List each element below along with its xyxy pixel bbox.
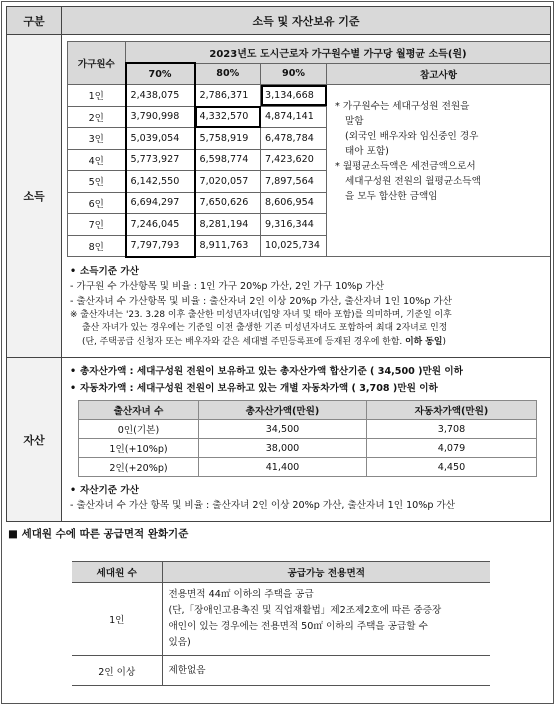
income-80: 2,786,371 [195,85,261,107]
income-criteria-title: 소득기준 가산 [80,265,139,277]
area-rule-line: 있음) [168,637,191,648]
asset-category-label: 자산 [7,358,62,522]
household-size: 3인 [68,128,126,150]
income-80: 7,020,057 [195,171,261,193]
note-line: * 월평균소득액은 세전금액으로서 [335,161,476,172]
income-col-90: 90% [261,63,327,85]
area-rule-line: 애인이 있는 경우에는 전용면적 50㎡ 이하의 주택을 공급할 수 [168,621,428,632]
income-70: 7,246,045 [126,214,195,236]
income-90: 4,874,141 [261,106,327,128]
asset-total-text: 세대구성원 전원이 보유하고 있는 총자산가액 합산기준 ( 34,500 )만원 이하 [136,366,463,377]
income-90: 8,606,954 [261,192,327,214]
table-row [68,85,551,107]
income-criteria-line: - 가구원 수 가산항목 및 비율 : 1인 가구 20%p 가산, 2인 가구 10%p 가산 [70,280,385,292]
income-80: 8,911,763 [195,235,261,257]
income-table [67,41,551,258]
asset-col-total: 총자산가액(만원) [199,401,367,420]
note-line: * 가구원수는 세대구성원 전원을 [335,101,470,112]
household-count: 2인 이상 [72,656,162,686]
income-80: 6,598,774 [195,149,261,171]
income-90: 6,478,784 [261,128,327,150]
income-80: 4,332,570 [195,106,261,128]
footnote-emphasis: 이하 동일 [405,336,443,347]
note-line: 태아 포함) [345,146,389,157]
car-value: 4,079 [367,439,537,458]
bullet-icon: • [70,383,77,394]
table-row [72,583,490,656]
area-rule-line: (단,「장애인고용촉진 및 직업재활법」제2조제2호에 따른 중증장 [168,605,442,616]
children-count: 2인(+20%p) [79,458,199,477]
household-size: 4인 [68,149,126,171]
income-col-80: 80% [195,63,261,85]
income-table-title: 2023년도 도시근로자 가구원수별 가구당 월평균 소득(원) [126,42,551,64]
children-count: 0인(기본) [79,420,199,439]
asset-total-label: 총자산가액 : [80,366,134,377]
income-90: 9,316,344 [261,214,327,236]
income-70: 5,773,927 [126,149,195,171]
income-80: 8,281,194 [195,214,261,236]
footnote-text: (단, 주택공급 신청자 또는 배우자와 같은 세대별 주민등록표에 등재된 경우에 한함. [82,336,406,347]
income-80: 5,758,919 [195,128,261,150]
table-row [79,458,537,477]
total-asset-value: 38,000 [199,439,367,458]
note-line: (외국인 배우자와 임신중인 경우 [345,131,479,142]
area-rule: 제한없음 [162,656,490,686]
income-70: 3,790,998 [126,106,195,128]
supply-area-table [72,561,490,686]
income-70: 2,438,075 [126,85,195,107]
asset-criteria [62,479,550,521]
note-line: 을 모두 합산한 금액임 [345,191,438,202]
income-footnote: 출산 자녀가 있는 경우에는 기준일 이전 출생한 기존 미성년자녀도 포함하여 최대 2자녀로 인정 [82,323,448,333]
income-90: 10,025,734 [261,235,327,257]
income-90: 3,134,668 [261,85,327,107]
income-section [62,35,551,358]
header-title: 소득 및 자산보유 기준 [62,7,551,35]
household-size: 8인 [68,235,126,257]
income-col-70: 70% [126,63,195,85]
bullet-icon: • [70,265,77,277]
asset-section [62,358,551,522]
area-rule [162,583,490,656]
income-70: 5,039,054 [126,128,195,150]
asset-car-label: 자동차가액 : [80,383,134,394]
household-size: 2인 [68,106,126,128]
asset-table [78,400,537,477]
asset-car-text: 세대구성원 전원이 보유하고 있는 개별 자동차가액 ( 3,708 )만원 이하 [136,383,438,394]
income-col-household: 가구원수 [68,42,126,85]
asset-criteria-title: 자산기준 가산 [80,485,139,496]
criteria-table [6,6,551,522]
income-90: 7,897,564 [261,171,327,193]
asset-limits [62,358,550,396]
household-size: 7인 [68,214,126,236]
area-col-household: 세대원 수 [72,562,162,583]
header-category: 구분 [7,7,62,35]
income-70: 6,694,297 [126,192,195,214]
total-asset-value: 41,400 [199,458,367,477]
bullet-icon: • [70,485,77,496]
income-footnote: ※ 출산자녀는 '23. 3.28 이후 출산한 미성년자녀(입양 자녀 및 태아 포함)를 의미하며, 기준일 이후 [70,309,452,320]
income-footnote [70,336,544,350]
income-category-label: 소득 [7,35,62,358]
household-size: 1인 [68,85,126,107]
area-rule-line: 전용면적 44㎡ 이하의 주택을 공급 [168,589,314,600]
bullet-icon: • [70,366,77,377]
area-col-size: 공급가능 전용면적 [162,562,490,583]
asset-criteria-line: - 출산자녀 수 가산 항목 및 비율 : 출산자녀 2인 이상 20%p 가산, 출산자녀 1인 10%p 가산 [70,500,456,511]
note-line: 말함 [345,116,364,127]
household-size: 6인 [68,192,126,214]
car-value: 4,450 [367,458,537,477]
asset-col-children: 출산자녀 수 [79,401,199,420]
section-title: ■ 세대원 수에 따른 공급면적 완화기준 [8,528,189,540]
income-criteria [62,258,550,358]
note-line: 세대구성원 전원의 월평균소득액 [345,176,481,187]
income-90: 7,423,620 [261,149,327,171]
income-criteria-line: - 출산자녀 수 가산항목 및 비율 : 출산자녀 2인 이상 20%p 가산, 출산자녀 1인 10%p 가산 [70,295,453,307]
footnote-close: ) [442,336,446,347]
car-value: 3,708 [367,420,537,439]
income-notes [327,85,551,257]
total-asset-value: 34,500 [199,420,367,439]
income-col-note: 참고사항 [327,63,551,85]
income-80: 7,650,626 [195,192,261,214]
income-70: 6,142,550 [126,171,195,193]
household-count: 1인 [72,583,162,656]
table-row [79,439,537,458]
table-row [79,420,537,439]
asset-col-car: 자동차가액(만원) [367,401,537,420]
children-count: 1인(+10%p) [79,439,199,458]
table-row [72,656,490,686]
household-size: 5인 [68,171,126,193]
income-70: 7,797,793 [126,235,195,257]
